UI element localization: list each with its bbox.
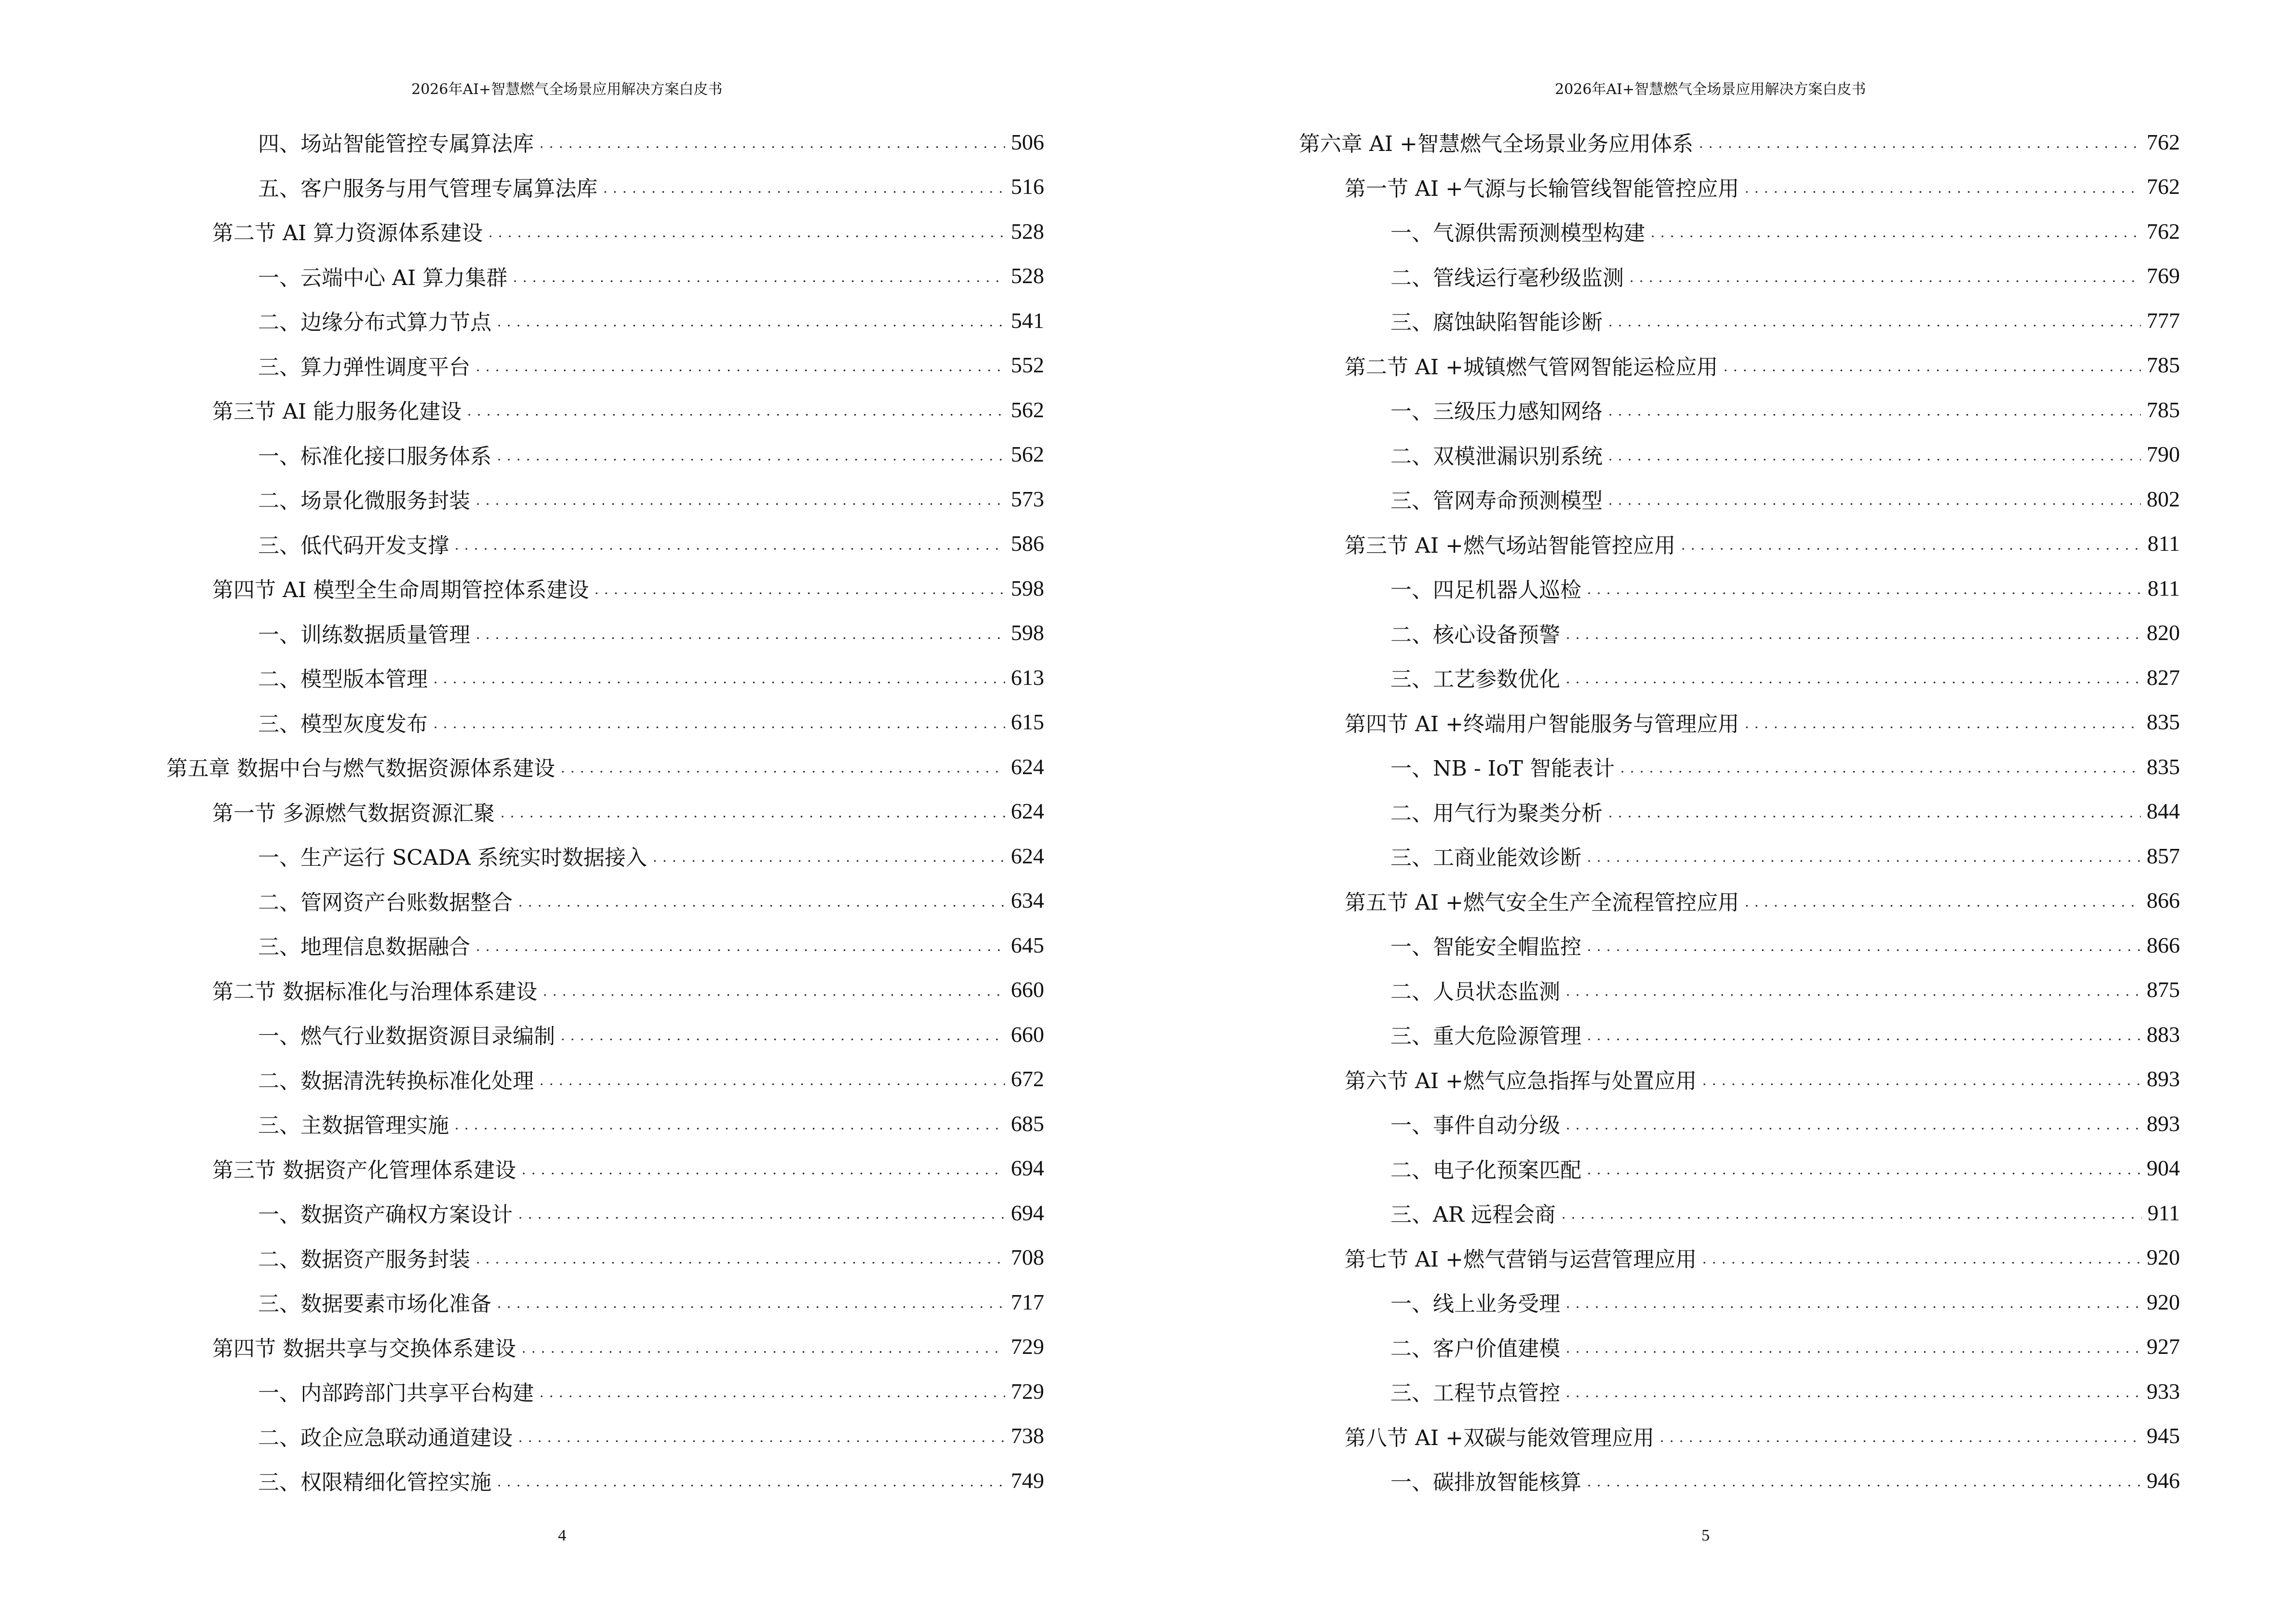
toc-subsection-entry[interactable] bbox=[166, 120, 1044, 164]
toc-subsection-entry[interactable] bbox=[1299, 655, 2180, 700]
toc-entry-title: 第三节 AI +燃气场站智能管控应用 bbox=[1345, 533, 1675, 558]
toc-entry-page-number: 893 bbox=[2147, 1111, 2180, 1136]
toc-entry-title: 二、场景化微服务封装 bbox=[258, 489, 470, 514]
toc-entry-title: 三、重大危险源管理 bbox=[1390, 1024, 1581, 1049]
toc-subsection-entry[interactable] bbox=[1299, 1280, 2180, 1324]
toc-entry-page-number: 562 bbox=[1011, 442, 1044, 467]
toc-subsection-entry[interactable] bbox=[166, 833, 1044, 878]
toc-subsection-entry[interactable] bbox=[166, 923, 1044, 968]
toc-entry-title: 一、标准化接口服务体系 bbox=[258, 444, 491, 469]
toc-entry-page-number: 762 bbox=[2147, 218, 2180, 244]
toc-entry-page-number: 811 bbox=[2147, 575, 2180, 600]
toc-entry-title: 四、场站智能管控专属算法库 bbox=[258, 132, 534, 157]
dot-leader bbox=[1606, 310, 2141, 331]
toc-entry-page-number: 528 bbox=[1011, 263, 1044, 288]
toc-entry-title: 三、腐蚀缺陷智能诊断 bbox=[1390, 310, 1603, 335]
dot-leader bbox=[452, 533, 1005, 554]
toc-entry-page-number: 624 bbox=[1011, 843, 1044, 868]
toc-entry-page-number: 802 bbox=[2147, 486, 2180, 511]
toc-chapter-entry[interactable] bbox=[1299, 120, 2180, 164]
toc-entry-page-number: 598 bbox=[1011, 575, 1044, 600]
toc-entry-page-number: 528 bbox=[1011, 218, 1044, 244]
toc-entry-page-number: 893 bbox=[2147, 1066, 2180, 1092]
toc-entry-page-number: 857 bbox=[2147, 843, 2180, 868]
dot-leader bbox=[516, 1202, 1005, 1223]
toc-subsection-entry[interactable] bbox=[1299, 566, 2180, 611]
toc-entry-title: 二、数据清洗转换标准化处理 bbox=[258, 1068, 534, 1093]
dot-leader bbox=[494, 1291, 1005, 1312]
toc-entry-title: 一、燃气行业数据资源目录编制 bbox=[258, 1024, 555, 1049]
toc-entry-page-number: 645 bbox=[1011, 932, 1044, 957]
toc-entry-title: 一、内部跨部门共享平台构建 bbox=[258, 1381, 534, 1406]
toc-subsection-entry[interactable] bbox=[1299, 923, 2180, 968]
toc-entry-page-number: 844 bbox=[2147, 799, 2180, 824]
toc-entry-page-number: 790 bbox=[2147, 442, 2180, 467]
page-number: 5 bbox=[1702, 1527, 1710, 1544]
toc-entry-page-number: 598 bbox=[1011, 620, 1044, 645]
toc-entry-title: 第一节 多源燃气数据资源汇聚 bbox=[212, 801, 495, 826]
toc-entry-title: 二、管线运行毫秒级监测 bbox=[1390, 265, 1624, 290]
toc-entry-title: 一、智能安全帽监控 bbox=[1390, 935, 1581, 960]
toc-entry-page-number: 634 bbox=[1011, 888, 1044, 913]
dot-leader bbox=[494, 1470, 1005, 1491]
toc-entry-page-number: 904 bbox=[2147, 1156, 2180, 1181]
dot-leader bbox=[473, 488, 1005, 509]
toc-entry-page-number: 835 bbox=[2147, 710, 2180, 735]
toc-entry-page-number: 562 bbox=[1011, 397, 1044, 422]
toc-subsection-entry[interactable] bbox=[1299, 477, 2180, 521]
toc-subsection-entry[interactable] bbox=[1299, 1146, 2180, 1191]
dot-leader bbox=[592, 577, 1005, 599]
toc-entry-page-number: 920 bbox=[2147, 1245, 2180, 1270]
page-number: 4 bbox=[558, 1527, 566, 1544]
toc-entry-page-number: 586 bbox=[1011, 531, 1044, 556]
toc-entry-page-number: 573 bbox=[1011, 486, 1044, 511]
toc-entry-title: 一、NB - IoT 智能表计 bbox=[1390, 756, 1615, 781]
toc-subsection-entry[interactable] bbox=[1299, 744, 2180, 789]
toc-subsection-entry[interactable] bbox=[1299, 387, 2180, 432]
dot-leader bbox=[1584, 1024, 2141, 1045]
toc-entry-page-number: 933 bbox=[2147, 1378, 2180, 1404]
toc-entry-page-number: 927 bbox=[2147, 1334, 2180, 1359]
dot-leader bbox=[1700, 1068, 2141, 1090]
toc-entry-title: 一、三级压力感知网络 bbox=[1390, 399, 1603, 424]
dot-leader bbox=[537, 131, 1005, 152]
toc-entry-page-number: 835 bbox=[2147, 754, 2180, 779]
toc-entry-title: 一、数据资产确权方案设计 bbox=[258, 1202, 513, 1228]
toc-entry-page-number: 685 bbox=[1011, 1111, 1044, 1136]
dot-leader bbox=[1618, 756, 2141, 777]
dot-leader bbox=[1584, 1470, 2141, 1491]
toc-subsection-entry[interactable] bbox=[1299, 1190, 2180, 1235]
toc-subsection-entry[interactable] bbox=[1299, 968, 2180, 1012]
toc-subsection-entry[interactable] bbox=[166, 1057, 1044, 1102]
toc-subsection-entry[interactable] bbox=[166, 1101, 1044, 1146]
toc-entry-title: 三、低代码开发支撑 bbox=[258, 533, 449, 558]
dot-leader bbox=[1648, 220, 2141, 242]
toc-section-entry[interactable] bbox=[166, 209, 1044, 254]
toc-section-entry[interactable] bbox=[166, 1146, 1044, 1191]
toc-subsection-entry[interactable] bbox=[166, 521, 1044, 566]
toc-section-entry[interactable] bbox=[1299, 1235, 2180, 1280]
dot-leader bbox=[1563, 1113, 2141, 1134]
toc-entry-page-number: 729 bbox=[1011, 1334, 1044, 1359]
toc-entry-page-number: 785 bbox=[2147, 397, 2180, 422]
dot-leader bbox=[510, 265, 1005, 287]
toc-entry-title: 二、边缘分布式算力节点 bbox=[258, 310, 491, 335]
toc-entry-page-number: 717 bbox=[1011, 1289, 1044, 1314]
toc-entry-title: 二、双模泄漏识别系统 bbox=[1390, 444, 1603, 469]
toc-entry-title: 一、气源供需预测模型构建 bbox=[1390, 221, 1645, 246]
toc-subsection-entry[interactable] bbox=[1299, 254, 2180, 299]
toc-entry-page-number: 883 bbox=[2147, 1022, 2180, 1047]
toc-section-entry[interactable] bbox=[1299, 1057, 2180, 1102]
dot-leader bbox=[431, 711, 1005, 733]
toc-entry-page-number: 694 bbox=[1011, 1200, 1044, 1225]
dot-leader bbox=[498, 801, 1005, 822]
toc-subsection-entry[interactable] bbox=[166, 1280, 1044, 1324]
dot-leader bbox=[537, 1380, 1005, 1402]
toc-entry-title: 第六章 AI +智慧燃气全场景业务应用体系 bbox=[1299, 132, 1693, 157]
toc-subsection-entry[interactable] bbox=[1299, 611, 2180, 655]
toc-section-entry[interactable] bbox=[1299, 343, 2180, 388]
toc-subsection-entry[interactable] bbox=[166, 700, 1044, 745]
toc-entry-page-number: 946 bbox=[2147, 1468, 2180, 1493]
dot-leader bbox=[1627, 265, 2141, 287]
toc-entry-title: 二、客户价值建模 bbox=[1390, 1336, 1560, 1361]
toc-entry-title: 二、管网资产台账数据整合 bbox=[258, 890, 513, 915]
dot-leader bbox=[1742, 711, 2141, 733]
dot-leader bbox=[537, 1068, 1005, 1090]
dot-leader bbox=[1563, 622, 2141, 643]
toc-entry-title: 第一节 AI +气源与长输管线智能管控应用 bbox=[1345, 176, 1739, 201]
toc-entry-title: 一、事件自动分级 bbox=[1390, 1113, 1560, 1138]
dot-leader bbox=[1606, 444, 2141, 465]
toc-entry-title: 第八节 AI +双碳与能效管理应用 bbox=[1345, 1425, 1654, 1450]
dot-leader bbox=[540, 979, 1005, 1000]
toc-subsection-entry[interactable] bbox=[166, 254, 1044, 299]
dot-leader bbox=[473, 1247, 1005, 1268]
dot-leader bbox=[431, 667, 1005, 688]
toc-section-entry[interactable] bbox=[166, 968, 1044, 1012]
dot-leader bbox=[486, 220, 1005, 242]
toc-subsection-entry[interactable] bbox=[166, 1458, 1044, 1503]
toc-subsection-entry[interactable] bbox=[166, 1414, 1044, 1459]
toc-entry-title: 三、权限精细化管控实施 bbox=[258, 1470, 491, 1495]
toc-entry-page-number: 552 bbox=[1011, 353, 1044, 378]
toc-subsection-entry[interactable] bbox=[1299, 1012, 2180, 1057]
toc-subsection-entry[interactable] bbox=[166, 878, 1044, 923]
toc-entry-title: 第七节 AI +燃气营销与运营管理应用 bbox=[1345, 1247, 1697, 1272]
toc-entry-page-number: 875 bbox=[2147, 977, 2180, 1002]
toc-entry-page-number: 827 bbox=[2147, 665, 2180, 690]
toc-subsection-entry[interactable] bbox=[166, 1235, 1044, 1280]
toc-subsection-entry[interactable] bbox=[166, 164, 1044, 209]
toc-entry-title: 二、核心设备预警 bbox=[1390, 622, 1560, 647]
toc-section-entry[interactable] bbox=[1299, 164, 2180, 209]
toc-subsection-entry[interactable] bbox=[1299, 298, 2180, 343]
toc-entry-title: 三、AR 远程会商 bbox=[1390, 1202, 1556, 1228]
toc-entry-title: 五、客户服务与用气管理专属算法库 bbox=[258, 176, 598, 201]
toc-entry-page-number: 811 bbox=[2147, 531, 2180, 556]
dot-leader bbox=[1742, 176, 2141, 197]
dot-leader bbox=[1606, 399, 2141, 420]
toc-entry-page-number: 749 bbox=[1011, 1468, 1044, 1493]
toc-section-entry[interactable] bbox=[166, 789, 1044, 834]
toc-list bbox=[166, 120, 1044, 1503]
dot-leader bbox=[464, 399, 1005, 420]
toc-subsection-entry[interactable] bbox=[166, 655, 1044, 700]
toc-section-entry[interactable] bbox=[1299, 700, 2180, 745]
dot-leader bbox=[558, 1024, 1005, 1045]
toc-entry-title: 二、用气行为聚类分析 bbox=[1390, 801, 1603, 826]
toc-entry-page-number: 660 bbox=[1011, 1022, 1044, 1047]
dot-leader bbox=[473, 622, 1005, 643]
toc-subsection-entry[interactable] bbox=[1299, 1369, 2180, 1414]
dot-leader bbox=[516, 1425, 1005, 1447]
toc-section-entry[interactable] bbox=[166, 566, 1044, 611]
toc-entry-title: 三、工商业能效诊断 bbox=[1390, 846, 1581, 871]
toc-subsection-entry[interactable] bbox=[166, 343, 1044, 388]
dot-leader bbox=[1742, 890, 2141, 911]
toc-entry-title: 三、管网寿命预测模型 bbox=[1390, 489, 1603, 514]
running-header: 2026年AI+智慧燃气全场景应用解决方案白皮书 bbox=[411, 81, 722, 98]
toc-subsection-entry[interactable] bbox=[166, 1012, 1044, 1057]
toc-subsection-entry[interactable] bbox=[1299, 1324, 2180, 1369]
toc-chapter-entry[interactable] bbox=[166, 744, 1044, 789]
toc-entry-title: 第二节 AI +城镇燃气管网智能运检应用 bbox=[1345, 355, 1718, 380]
toc-subsection-entry[interactable] bbox=[166, 1369, 1044, 1414]
dot-leader bbox=[494, 444, 1005, 465]
toc-entry-title: 第二节 数据标准化与治理体系建设 bbox=[212, 979, 537, 1004]
toc-entry-title: 三、数据要素市场化准备 bbox=[258, 1292, 491, 1317]
toc-list bbox=[1299, 120, 2180, 1503]
toc-subsection-entry[interactable] bbox=[1299, 1458, 2180, 1503]
toc-entry-page-number: 613 bbox=[1011, 665, 1044, 690]
toc-entry-page-number: 729 bbox=[1011, 1378, 1044, 1404]
toc-entry-title: 第二节 AI 算力资源体系建设 bbox=[212, 221, 483, 246]
dot-leader bbox=[1563, 979, 2141, 1000]
dot-leader bbox=[1584, 845, 2141, 866]
dot-leader bbox=[516, 890, 1005, 911]
toc-entry-page-number: 769 bbox=[2147, 263, 2180, 288]
toc-entry-title: 第五节 AI +燃气安全生产全流程管控应用 bbox=[1345, 890, 1739, 915]
toc-entry-page-number: 694 bbox=[1011, 1156, 1044, 1181]
dot-leader bbox=[1584, 1158, 2141, 1179]
dot-leader bbox=[494, 310, 1005, 331]
dot-leader bbox=[1606, 801, 2141, 822]
toc-subsection-entry[interactable] bbox=[1299, 833, 2180, 878]
toc-entry-title: 第六节 AI +燃气应急指挥与处置应用 bbox=[1345, 1068, 1697, 1093]
toc-entry-page-number: 911 bbox=[2147, 1200, 2180, 1225]
right-page bbox=[1144, 0, 2287, 1624]
dot-leader bbox=[600, 176, 1005, 197]
dot-leader bbox=[1721, 355, 2141, 376]
dot-leader bbox=[473, 355, 1005, 376]
dot-leader bbox=[519, 1336, 1005, 1357]
toc-entry-title: 一、四足机器人巡检 bbox=[1390, 578, 1581, 603]
toc-entry-title: 一、训练数据质量管理 bbox=[258, 622, 470, 647]
toc-subsection-entry[interactable] bbox=[1299, 789, 2180, 834]
dot-leader bbox=[1696, 131, 2141, 152]
toc-entry-title: 二、人员状态监测 bbox=[1390, 979, 1560, 1004]
toc-subsection-entry[interactable] bbox=[166, 432, 1044, 477]
toc-entry-page-number: 762 bbox=[2147, 174, 2180, 199]
toc-entry-page-number: 541 bbox=[1011, 308, 1044, 333]
dot-leader bbox=[1678, 533, 2142, 554]
dot-leader bbox=[1563, 1291, 2141, 1312]
toc-entry-page-number: 762 bbox=[2147, 129, 2180, 154]
toc-entry-title: 三、地理信息数据融合 bbox=[258, 935, 470, 960]
toc-entry-page-number: 672 bbox=[1011, 1066, 1044, 1092]
toc-entry-title: 一、碳排放智能核算 bbox=[1390, 1470, 1581, 1495]
toc-entry-title: 第五章 数据中台与燃气数据资源体系建设 bbox=[166, 756, 555, 781]
toc-entry-page-number: 516 bbox=[1011, 174, 1044, 199]
dot-leader bbox=[1584, 934, 2141, 955]
dot-leader bbox=[1700, 1247, 2141, 1268]
dot-leader bbox=[1606, 488, 2141, 509]
toc-subsection-entry[interactable] bbox=[166, 477, 1044, 521]
toc-entry-page-number: 624 bbox=[1011, 799, 1044, 824]
dot-leader bbox=[452, 1113, 1005, 1134]
toc-entry-page-number: 506 bbox=[1011, 129, 1044, 154]
toc-subsection-entry[interactable] bbox=[1299, 1101, 2180, 1146]
toc-subsection-entry[interactable] bbox=[166, 298, 1044, 343]
toc-entry-page-number: 785 bbox=[2147, 353, 2180, 378]
toc-entry-page-number: 866 bbox=[2147, 932, 2180, 957]
toc-entry-title: 二、数据资产服务封装 bbox=[258, 1247, 470, 1272]
toc-subsection-entry[interactable] bbox=[1299, 209, 2180, 254]
toc-subsection-entry[interactable] bbox=[1299, 432, 2180, 477]
dot-leader bbox=[1563, 667, 2141, 688]
dot-leader bbox=[558, 756, 1005, 777]
toc-entry-page-number: 660 bbox=[1011, 977, 1044, 1002]
toc-entry-title: 第四节 AI 模型全生命周期管控体系建设 bbox=[212, 578, 589, 603]
toc-entry-page-number: 945 bbox=[2147, 1423, 2180, 1448]
toc-section-entry[interactable] bbox=[166, 1324, 1044, 1369]
toc-entry-page-number: 615 bbox=[1011, 710, 1044, 735]
toc-entry-page-number: 920 bbox=[2147, 1289, 2180, 1314]
toc-entry-title: 三、模型灰度发布 bbox=[258, 711, 428, 737]
toc-section-entry[interactable] bbox=[166, 387, 1044, 432]
toc-entry-title: 三、主数据管理实施 bbox=[258, 1113, 449, 1138]
toc-subsection-entry[interactable] bbox=[166, 1190, 1044, 1235]
dot-leader bbox=[1563, 1336, 2141, 1357]
toc-entry-page-number: 777 bbox=[2147, 308, 2180, 333]
toc-entry-title: 一、生产运行 SCADA 系统实时数据接入 bbox=[258, 846, 647, 871]
toc-section-entry[interactable] bbox=[1299, 1414, 2180, 1459]
toc-entry-title: 第三节 数据资产化管理体系建设 bbox=[212, 1158, 516, 1183]
toc-section-entry[interactable] bbox=[1299, 521, 2180, 566]
toc-entry-title: 二、模型版本管理 bbox=[258, 667, 428, 692]
toc-entry-title: 一、线上业务受理 bbox=[1390, 1292, 1560, 1317]
toc-section-entry[interactable] bbox=[1299, 878, 2180, 923]
toc-entry-title: 三、算力弹性调度平台 bbox=[258, 355, 470, 380]
toc-entry-page-number: 866 bbox=[2147, 888, 2180, 913]
toc-entry-page-number: 820 bbox=[2147, 620, 2180, 645]
toc-entry-title: 一、云端中心 AI 算力集群 bbox=[258, 265, 508, 290]
toc-entry-page-number: 624 bbox=[1011, 754, 1044, 779]
running-header: 2026年AI+智慧燃气全场景应用解决方案白皮书 bbox=[1555, 81, 1866, 98]
toc-entry-title: 第四节 数据共享与交换体系建设 bbox=[212, 1336, 516, 1361]
dot-leader bbox=[650, 845, 1005, 866]
toc-entry-title: 二、电子化预案匹配 bbox=[1390, 1158, 1581, 1183]
dot-leader bbox=[1563, 1380, 2141, 1402]
toc-entry-title: 第四节 AI +终端用户智能服务与管理应用 bbox=[1345, 711, 1739, 737]
toc-entry-title: 三、工艺参数优化 bbox=[1390, 667, 1560, 692]
dot-leader bbox=[473, 934, 1005, 955]
toc-entry-title: 第三节 AI 能力服务化建设 bbox=[212, 399, 462, 424]
toc-subsection-entry[interactable] bbox=[166, 611, 1044, 655]
toc-entry-page-number: 738 bbox=[1011, 1423, 1044, 1448]
toc-entry-title: 二、政企应急联动通道建设 bbox=[258, 1425, 513, 1450]
dot-leader bbox=[519, 1158, 1005, 1179]
dot-leader bbox=[1657, 1425, 2141, 1447]
dot-leader bbox=[1584, 577, 2142, 599]
toc-entry-page-number: 708 bbox=[1011, 1245, 1044, 1270]
toc-entry-title: 三、工程节点管控 bbox=[1390, 1381, 1560, 1406]
dot-leader bbox=[1559, 1202, 2142, 1223]
